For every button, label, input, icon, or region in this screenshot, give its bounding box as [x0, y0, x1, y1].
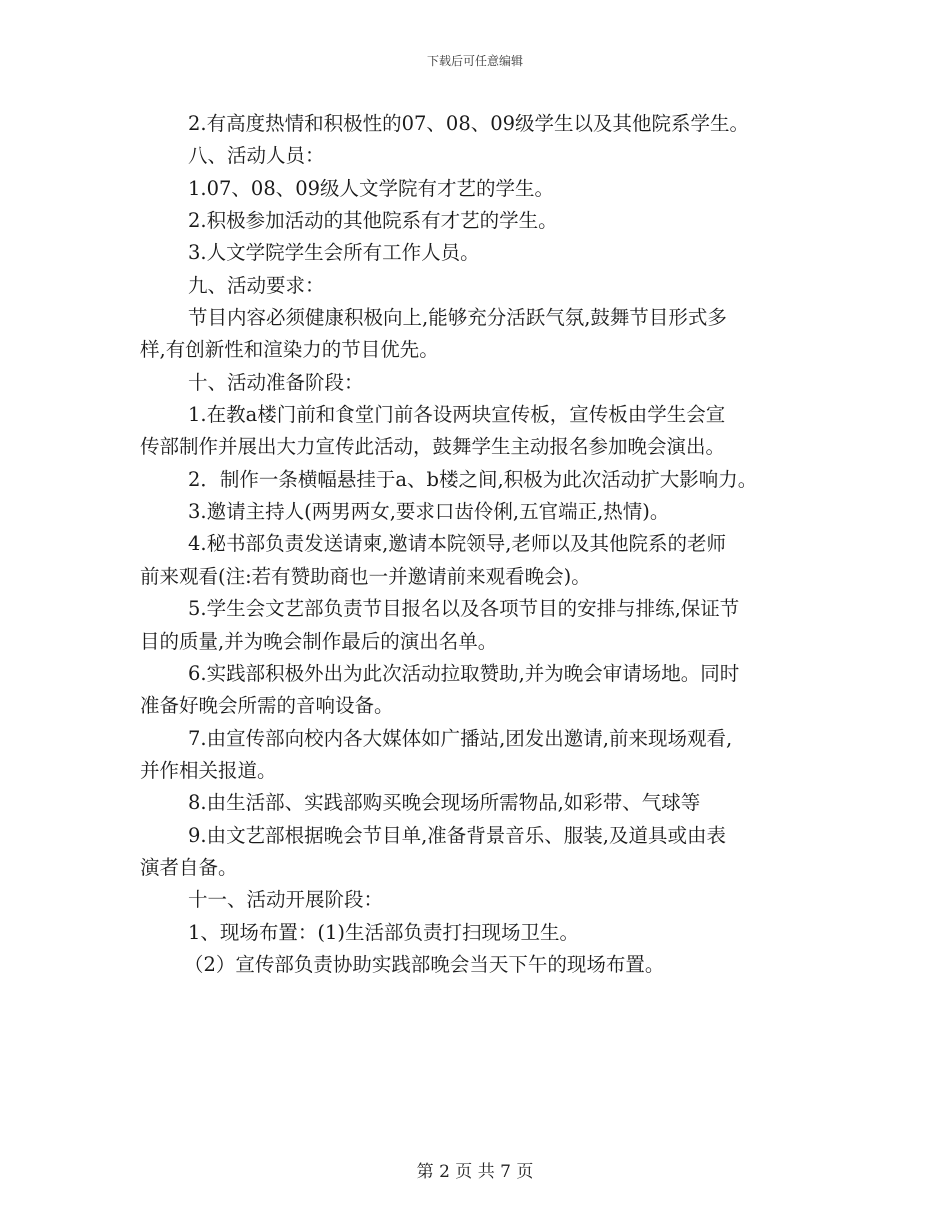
paragraph-line: 1.在教a楼门前和食堂门前各设两块宣传板，宣传板由学生会宣 — [188, 403, 726, 427]
paragraph-line: 2.有高度热情和积极性的07、08、09级学生以及其他院系学生。 — [188, 112, 750, 135]
paragraph-line: 3.邀请主持人(两男两女,要求口齿伶俐,五官端正,热情)。 — [188, 500, 670, 524]
section-heading: 十一、活动开展阶段： — [188, 888, 384, 912]
paragraph-line: 5.学生会文艺部负责节目报名以及各项节目的安排与排练,保证节 — [188, 597, 740, 621]
paragraph-line: 6.实践部积极外出为此次活动拉取赞助,并为晚会审请场地。同时 — [188, 661, 740, 685]
paragraph-line: 2.积极参加活动的其他院系有才艺的学生。 — [188, 209, 558, 233]
page-header: 下载后可任意编辑 — [426, 54, 523, 68]
paragraph-line: （2）宣传部负责协助实践部晚会当天下午的现场布置。 — [184, 952, 665, 976]
paragraph-line: 目的质量,并为晚会制作最后的演出名单。 — [140, 629, 498, 653]
paragraph-line: 2．制作一条横幅悬挂于a、b楼之间,积极为此次活动扩大影响力。 — [188, 467, 758, 491]
paragraph-line: 1、现场布置：(1)生活部负责打扫现场卫生。 — [188, 920, 580, 944]
document-body — [140, 108, 820, 981]
section-heading: 十、活动准备阶段： — [188, 370, 364, 394]
paragraph-line: 8.由生活部、实践部购买晚会现场所需物品,如彩带、气球等 — [188, 791, 701, 815]
section-heading: 九、活动要求： — [188, 273, 325, 297]
paragraph-line: 传部制作并展出大力宣传此活动，鼓舞学生主动报名参加晚会演出。 — [140, 435, 726, 459]
page-number-footer: 第 2 页 共 7 页 — [416, 1162, 534, 1182]
paragraph-line: 前来观看(注:若有赞助商也一并邀请前来观看晚会)。 — [140, 564, 591, 588]
paragraph-line: 样,有创新性和渲染力的节目优先。 — [140, 338, 439, 362]
paragraph-line: 3.人文学院学生会所有工作人员。 — [188, 241, 480, 265]
paragraph-line: 7.由宣传部向校内各大媒体如广播站,团发出邀请,前来现场观看, — [188, 726, 733, 750]
paragraph-line: 演者自备。 — [140, 855, 238, 879]
paragraph-line: 并作相关报道。 — [140, 758, 277, 782]
paragraph-line: 准备好晚会所需的音响设备。 — [140, 694, 394, 718]
section-heading: 八、活动人员： — [188, 144, 325, 168]
paragraph-line: 4.秘书部负责发送请柬,邀请本院领导,老师以及其他院系的老师 — [188, 532, 727, 556]
paragraph-line: 1.07、08、09级人文学院有才艺的学生。 — [188, 176, 555, 200]
paragraph-line: 9.由文艺部根据晚会节目单,准备背景音乐、服装,及道具或由表 — [188, 823, 727, 847]
paragraph-line: 节目内容必须健康积极向上,能够充分活跃气氛,鼓舞节目形式多 — [188, 306, 727, 330]
